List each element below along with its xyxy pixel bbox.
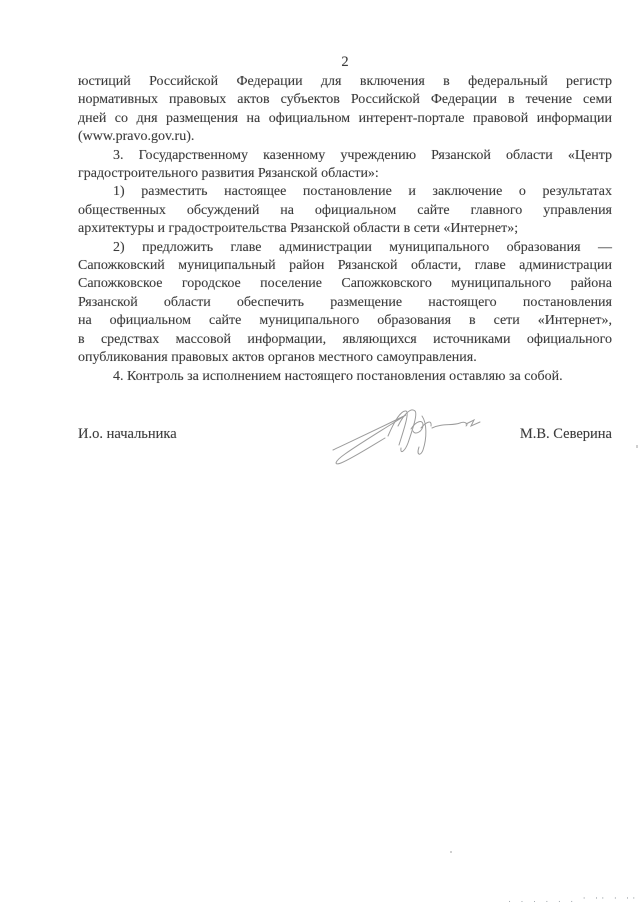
page-number: 2 (341, 54, 349, 70)
document-body (78, 73, 612, 386)
text-line: (www.pravo.gov.ru). (78, 129, 195, 145)
paragraph (78, 73, 612, 147)
paragraph (78, 147, 612, 184)
text-line: юстиций Российской Федерации для включения в федеральный регистр (78, 74, 612, 89)
paragraph (78, 183, 612, 238)
scan-speck (450, 851, 452, 853)
text-line: Сапожковский муниципальный район Рязанской области, главе администрации (78, 258, 612, 274)
paragraph (78, 239, 612, 368)
text-line: 2) предложить главе администрации муниципального образования — (113, 239, 612, 255)
text-line: в средствах массовой информации, являющихся источниками официального (78, 331, 612, 347)
text-line: нормативных правовых актов субъектов Российской Федерации в течение семи (78, 92, 612, 108)
text-line: архитектуры и градостроительства Рязанской области в сети «Интернет»; (78, 221, 519, 237)
scan-artifact-dots: . . . . . . ' '' ' '' (507, 896, 638, 904)
scan-speck (636, 445, 638, 448)
handwritten-signature-icon (328, 398, 493, 470)
signer-name: М.В. Северина (519, 426, 612, 442)
text-line: 3. Государственному казенному учреждению Рязанской области «Центр (113, 147, 612, 163)
text-line: общественных обсуждений на официальном сайте главного управления (78, 202, 612, 218)
signer-position-label: И.о. начальника (78, 426, 177, 442)
text-line: на официальном сайте муниципального образования в сети «Интернет», (78, 313, 612, 329)
text-line: опубликования правовых актов органов местного самоуправления. (78, 350, 477, 366)
text-line: Рязанской области обеспечить размещение настоящего постановления (78, 294, 612, 310)
text-line: 1) разместить настоящее постановление и заключение о результатах (113, 184, 612, 200)
paragraph (78, 368, 612, 386)
text-line: градостроительного развития Рязанской области»: (78, 166, 379, 182)
signature-block (78, 424, 612, 496)
text-line: Сапожковское городское поселение Сапожковского муниципального района (78, 276, 612, 292)
text-line: дней со дня размещения на официальном интерент-портале правовой информации (78, 110, 612, 126)
text-line: 4. Контроль за исполнением настоящего постановления оставляю за собой. (113, 368, 563, 384)
